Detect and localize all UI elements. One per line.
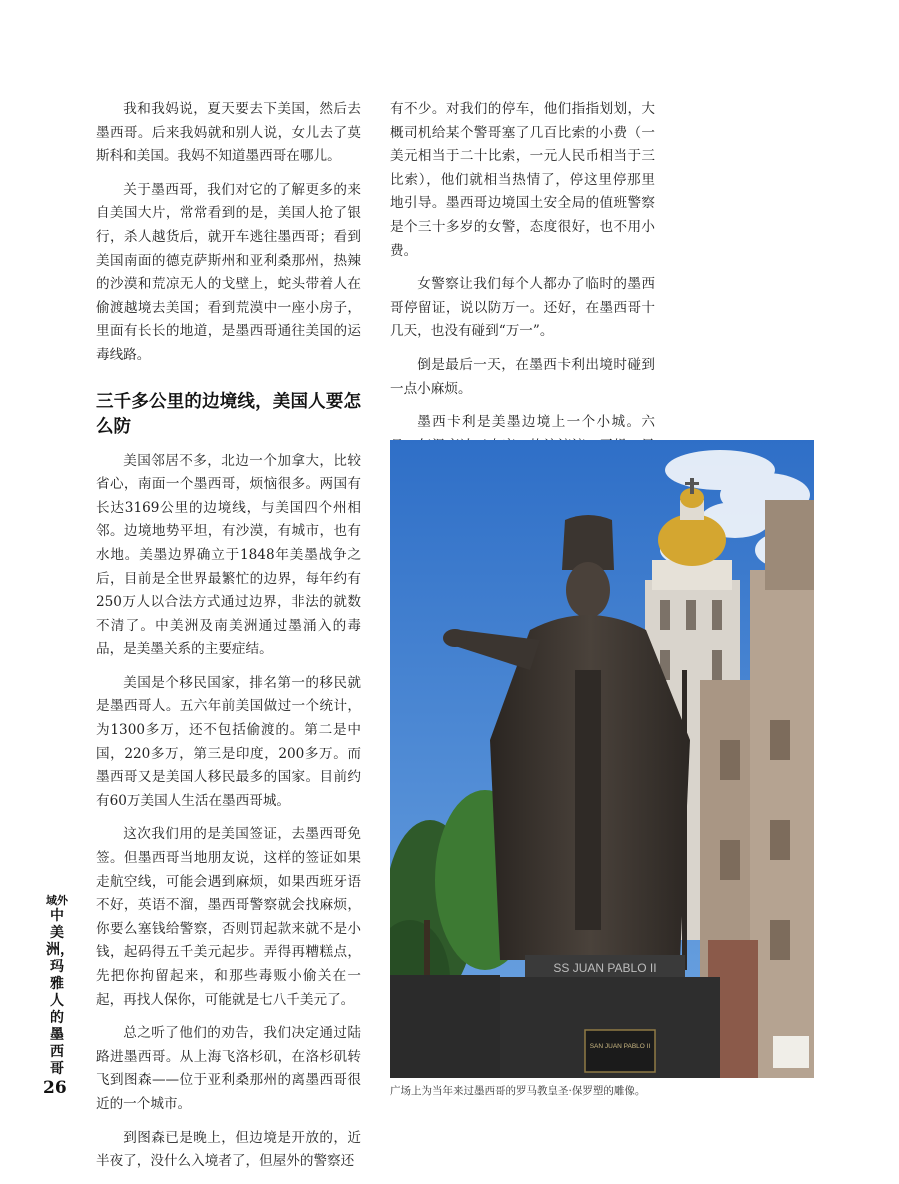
page-number: 26 bbox=[43, 1078, 67, 1098]
section-label: 域外 bbox=[46, 894, 68, 907]
paragraph: 到图森已是晚上，但边境是开放的，近半夜了，没什么入境者了，但屋外的警察还 bbox=[96, 1129, 361, 1170]
paragraph: 关于墨西哥，我们对它的了解更多的来自美国大片，常常看到的是，美国人抢了银行，杀人越货后，就开车逃往墨西哥；看到美国南面的德克萨斯州和亚利桑那州，热辣的沙漠和荒凉无人的戈壁上，蛇头带着人在偷渡越境去美国；看到荒漠中一座小房子，里面有长长的地道，是墨西哥通往美国的运毒线路。 bbox=[96, 181, 361, 363]
paragraph: 总之听了他们的劝告，我们决定通过陆路进墨西哥。从上海飞洛杉矶，在洛杉矶转飞到图森——位于亚利桑那州的离墨西哥很近的一个城市。 bbox=[96, 1025, 361, 1112]
paragraph: 女警察让我们每个人都办了临时的墨西哥停留证，说以防万一。还好，在墨西哥十几天，也没有碰到“万一”。 bbox=[390, 276, 655, 340]
left-column bbox=[96, 98, 361, 1184]
plaque-title: SAN JUAN PABLO II bbox=[589, 1043, 651, 1050]
paragraph: 墨西卡利是美墨边境上一个小城。六 bbox=[417, 414, 655, 431]
paragraph: 这次我们用的是美国签证，去墨西哥免签。但墨西哥当地朋友说，这样的签证如果走航空线，可能会遇到麻烦，如果西班牙语不好，英语不溜，墨西哥警察就会找麻烦，你要么塞钱给警察，否则罚起款来就不是小钱，起码得五千美元起步。弄得再糟糕点，先把你拘留起来，和那些毒贩小偷关在一起，再找人保你，可能就是七八千美元了。 bbox=[96, 826, 361, 1008]
photo-caption: 广场上为当年来过墨西哥的罗马教皇圣·保罗塑的雕像。 bbox=[390, 1085, 646, 1097]
side-label bbox=[46, 893, 74, 1078]
paragraph: 倒是最后一天，在墨西卡利出境时碰到一点小麻烦。 bbox=[390, 356, 655, 397]
statue-photo bbox=[390, 440, 814, 1078]
paragraph: 美国邻居不多，北边一个加拿大，比较省心，南面一个墨西哥，烦恼很多。两国有长达3169公里的边境线，与美国四个州相邻。边境地势平坦，有沙漠，有城市，也有水地。美墨边界确立于1848年美墨战争之后，目前是全世界最繁忙的边界，每年约有250万人以合法方式通过边界，非法的就数不清了。中美洲及南美洲通过墨涌入的毒品，是美墨关系的主要症结。 bbox=[96, 452, 361, 658]
paragraph: 我和我妈说，夏天要去下美国，然后去墨西哥。后来我妈就和别人说，女儿去了莫斯科和美国。我妈不知道墨西哥在哪儿。 bbox=[96, 101, 361, 165]
pedestal-inscription: SS JUAN PABLO II bbox=[553, 961, 657, 975]
paragraph: 美国是个移民国家，排名第一的移民就是墨西哥人。五六年前美国做过一个统计，为1300多万，还不包括偷渡的。第二是中国，220多万，第三是印度，200多万。而墨西哥又是美国人移民最多的国家。目前约有60万美国人生活在墨西哥城。 bbox=[96, 674, 361, 809]
section-heading: 三千多公里的边境线，美国人要怎么防 bbox=[96, 391, 361, 437]
series-title: 中美洲，玛雅人的墨西哥 bbox=[46, 908, 74, 1077]
right-column bbox=[390, 98, 655, 492]
paragraph-continuation: 有不少。对我们的停车，他们指指划划，大概司机给某个警哥塞了几百比索的小费（一美元相当于二十比索，一元人民币相当于三比索），他们就相当热情了，停这里停那里地引导。墨西哥边境国土安全局的值班警察是个三十多岁的女警，态度很好，也不用小费。 bbox=[390, 101, 655, 259]
